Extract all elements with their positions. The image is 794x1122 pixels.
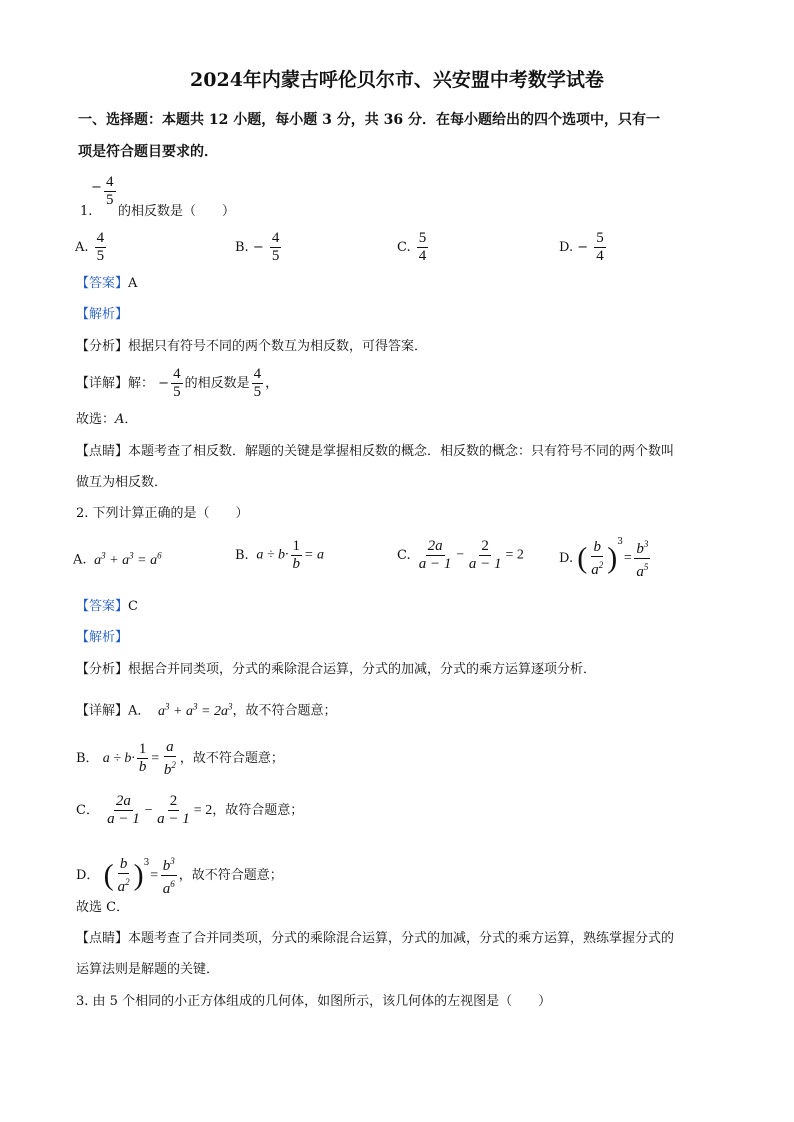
option-b[interactable]: B. − $\frac{4}{5}$ [235,230,280,264]
page-title: 2024年内蒙古呼伦贝尔市、兴安盟中考数学试卷 [190,69,604,91]
q2-detail-a: 【详解】A． $a^3 + a^3 = 2a^3$，故不符合题意； [76,701,337,719]
q1-guxuan: 故选：A． [76,412,138,427]
q1-answer: 【答案】A [76,276,138,291]
q2-answer: 【答案】C [76,599,138,614]
option-c[interactable]: C. $\frac{2a}{a - 1}$ − $\frac{2}{a - 1}$ = 2 [397,538,524,572]
option-c[interactable]: C. $\frac{5}{4}$ [397,230,427,264]
option-d[interactable]: D. − $\frac{5}{4}$ [559,230,604,264]
question-1-number: 1. [80,204,93,219]
option-d[interactable]: D. ( $\frac{b}{a^2}$ )$^3$= $\frac{b^3}{a^5}$ [559,537,649,580]
q1-xiangjie: 【详解】解： − $\frac{4}{5}$ 的相反数是 $\frac{4}{5}$ ， [76,366,279,400]
q1-fenxi: 【分析】根据只有符号不同的两个数互为相反数，可得答案． [76,339,428,354]
section-heading-line2: 项是符合题目要求的． [78,144,218,160]
option-a[interactable]: A. $a^3 + a^3 = a^6$ [73,550,162,568]
question-2-options [73,538,733,584]
q1-dianjing-line1: 【点睛】本题考查了相反数．解题的关键是掌握相反数的概念．相反数的概念：只有符号不同的两个数叫 [76,444,675,459]
q2-detail-b: B． a ÷ b· $\frac{1}{b}$ = $\frac{a}{b^2}$ ，故不符合题意； [76,738,284,778]
q1-jiexi-tag: 【解析】 [76,307,129,322]
section-heading-line1: 一、选择题：本题共 12 小题，每小题 3 分，共 36 分．在每小题给出的四个选项中，只有一 [78,112,660,128]
question-1-fraction: $\frac{4}{5}$ [106,174,114,208]
answer-tag: 【答案】 [76,276,129,291]
q2-dianjing-line2: 运算法则是解题的关键． [76,962,220,977]
q2-fenxi: 【分析】根据合并同类项，分式的乘除混合运算，分式的加减，分式的乘方运算逐项分析． [76,662,597,677]
question-3-stem: 3. 由 5 个相同的小正方体组成的几何体，如图所示，该几何体的左视图是（ ） [76,994,552,1009]
q1-dianjing-line2: 做互为相反数． [76,475,168,490]
q2-jiexi-tag: 【解析】 [76,630,129,645]
question-1-options [75,230,715,274]
question-2-stem: 2. 下列计算正确的是（ ） [76,506,249,521]
question-1-text: 的相反数是（ ） [118,204,236,219]
option-a[interactable]: A. $\frac{4}{5}$ [75,230,105,264]
option-b[interactable]: B. a ÷ b· $\frac{1}{b}$ = a [235,538,324,572]
q2-detail-c: C． $\frac{2a}{a - 1}$ − $\frac{2}{a - 1}$ = 2，故符合题意； [76,793,304,827]
q2-detail-d: D． ( $\frac{b}{a^2}$ )$^3$= $\frac{b^3}{a^6}$ ，故不符合题意； [76,840,283,886]
question-1-minus: − [91,180,102,195]
q2-guxuan: 故选 C． [76,900,130,915]
q2-dianjing-line1: 【点睛】本题考查了合并同类项，分式的乘除混合运算，分式的加减，分式的乘方运算，熟练掌握分式的 [76,931,675,946]
